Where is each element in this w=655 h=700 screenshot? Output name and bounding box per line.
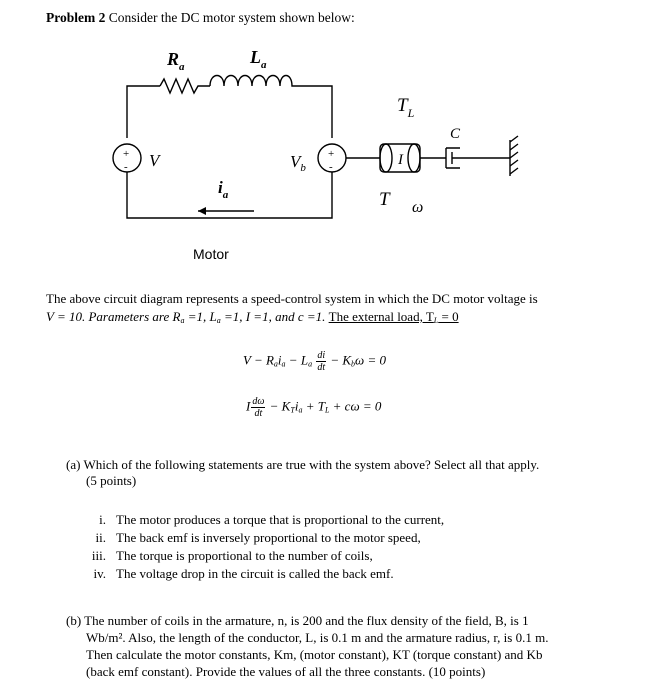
part-b-line-3: Then calculate the motor constants, Km, (motor constant), KT (torque constant) and Kb <box>86 647 543 662</box>
part-b-line-1: (b) The number of coils in the armature, n, is 200 and the flux density of the field, B, is 1 <box>66 613 529 628</box>
svg-text:Ra: $R_a$ <box>167 49 185 73</box>
svg-text:ω: ω <box>412 199 424 216</box>
problem-number: Problem 2 <box>46 10 106 25</box>
external-load-note: The external load, $T_L = 0$ <box>328 309 459 325</box>
equation-1: $V - R_ai_a - L_a$ $\frac{di}{dt}$ − $K_b\omega = 0$ <box>243 350 386 373</box>
svg-text:La: $L_a$ <box>250 47 267 71</box>
svg-text:+: + <box>328 148 335 160</box>
description-line-2: V = 10. Parameters are $R_a =1$, $L_a =1$, I =1, and c =1. The external load, $T_L = 0$ <box>46 309 459 325</box>
svg-text:+: + <box>123 148 130 160</box>
description-line-1: The above circuit diagram represents a speed-control system in which the DC motor voltage is <box>46 291 538 306</box>
svg-text:C: C <box>450 126 461 142</box>
problem-description <box>46 290 636 330</box>
equation-2: I $\frac{d\omega}{dt}$ − $K_Ti_a + T_L + c\omega = 0$ <box>246 396 382 419</box>
resistor-ra <box>160 79 210 93</box>
inductor-la <box>210 76 332 139</box>
svg-text:I: I <box>398 152 403 168</box>
svg-text:-: - <box>124 161 128 173</box>
problem-title: Consider the DC motor system shown below: <box>108 10 355 25</box>
part-b-question <box>66 612 641 680</box>
svg-text:Vb: $V_b$ <box>290 152 306 174</box>
dc-motor-circuit-diagram <box>0 0 655 280</box>
part-a-question <box>66 457 636 489</box>
svg-text:-: - <box>329 161 333 173</box>
part-a-points: (5 points) <box>86 473 137 488</box>
svg-text:ia: $i_a$ <box>218 178 229 201</box>
damper-c <box>446 148 476 168</box>
part-b-line-4: (back emf constant). Provide the values of all the three constants. (10 points) <box>86 664 486 679</box>
wire-left <box>127 86 160 138</box>
part-a-text: (a) Which of the following statements are true with the system above? Select all that apply. <box>66 457 540 472</box>
svg-text:T: T <box>379 189 390 210</box>
svg-text:TL: $T_L$ <box>397 95 415 120</box>
part-b-line-2: Wb/m². Also, the length of the conductor, L, is 0.1 m and the armature radius, r, is 0.1 m. <box>86 630 549 645</box>
motor-label: Motor <box>193 246 229 262</box>
svg-text:V: V <box>149 151 160 170</box>
